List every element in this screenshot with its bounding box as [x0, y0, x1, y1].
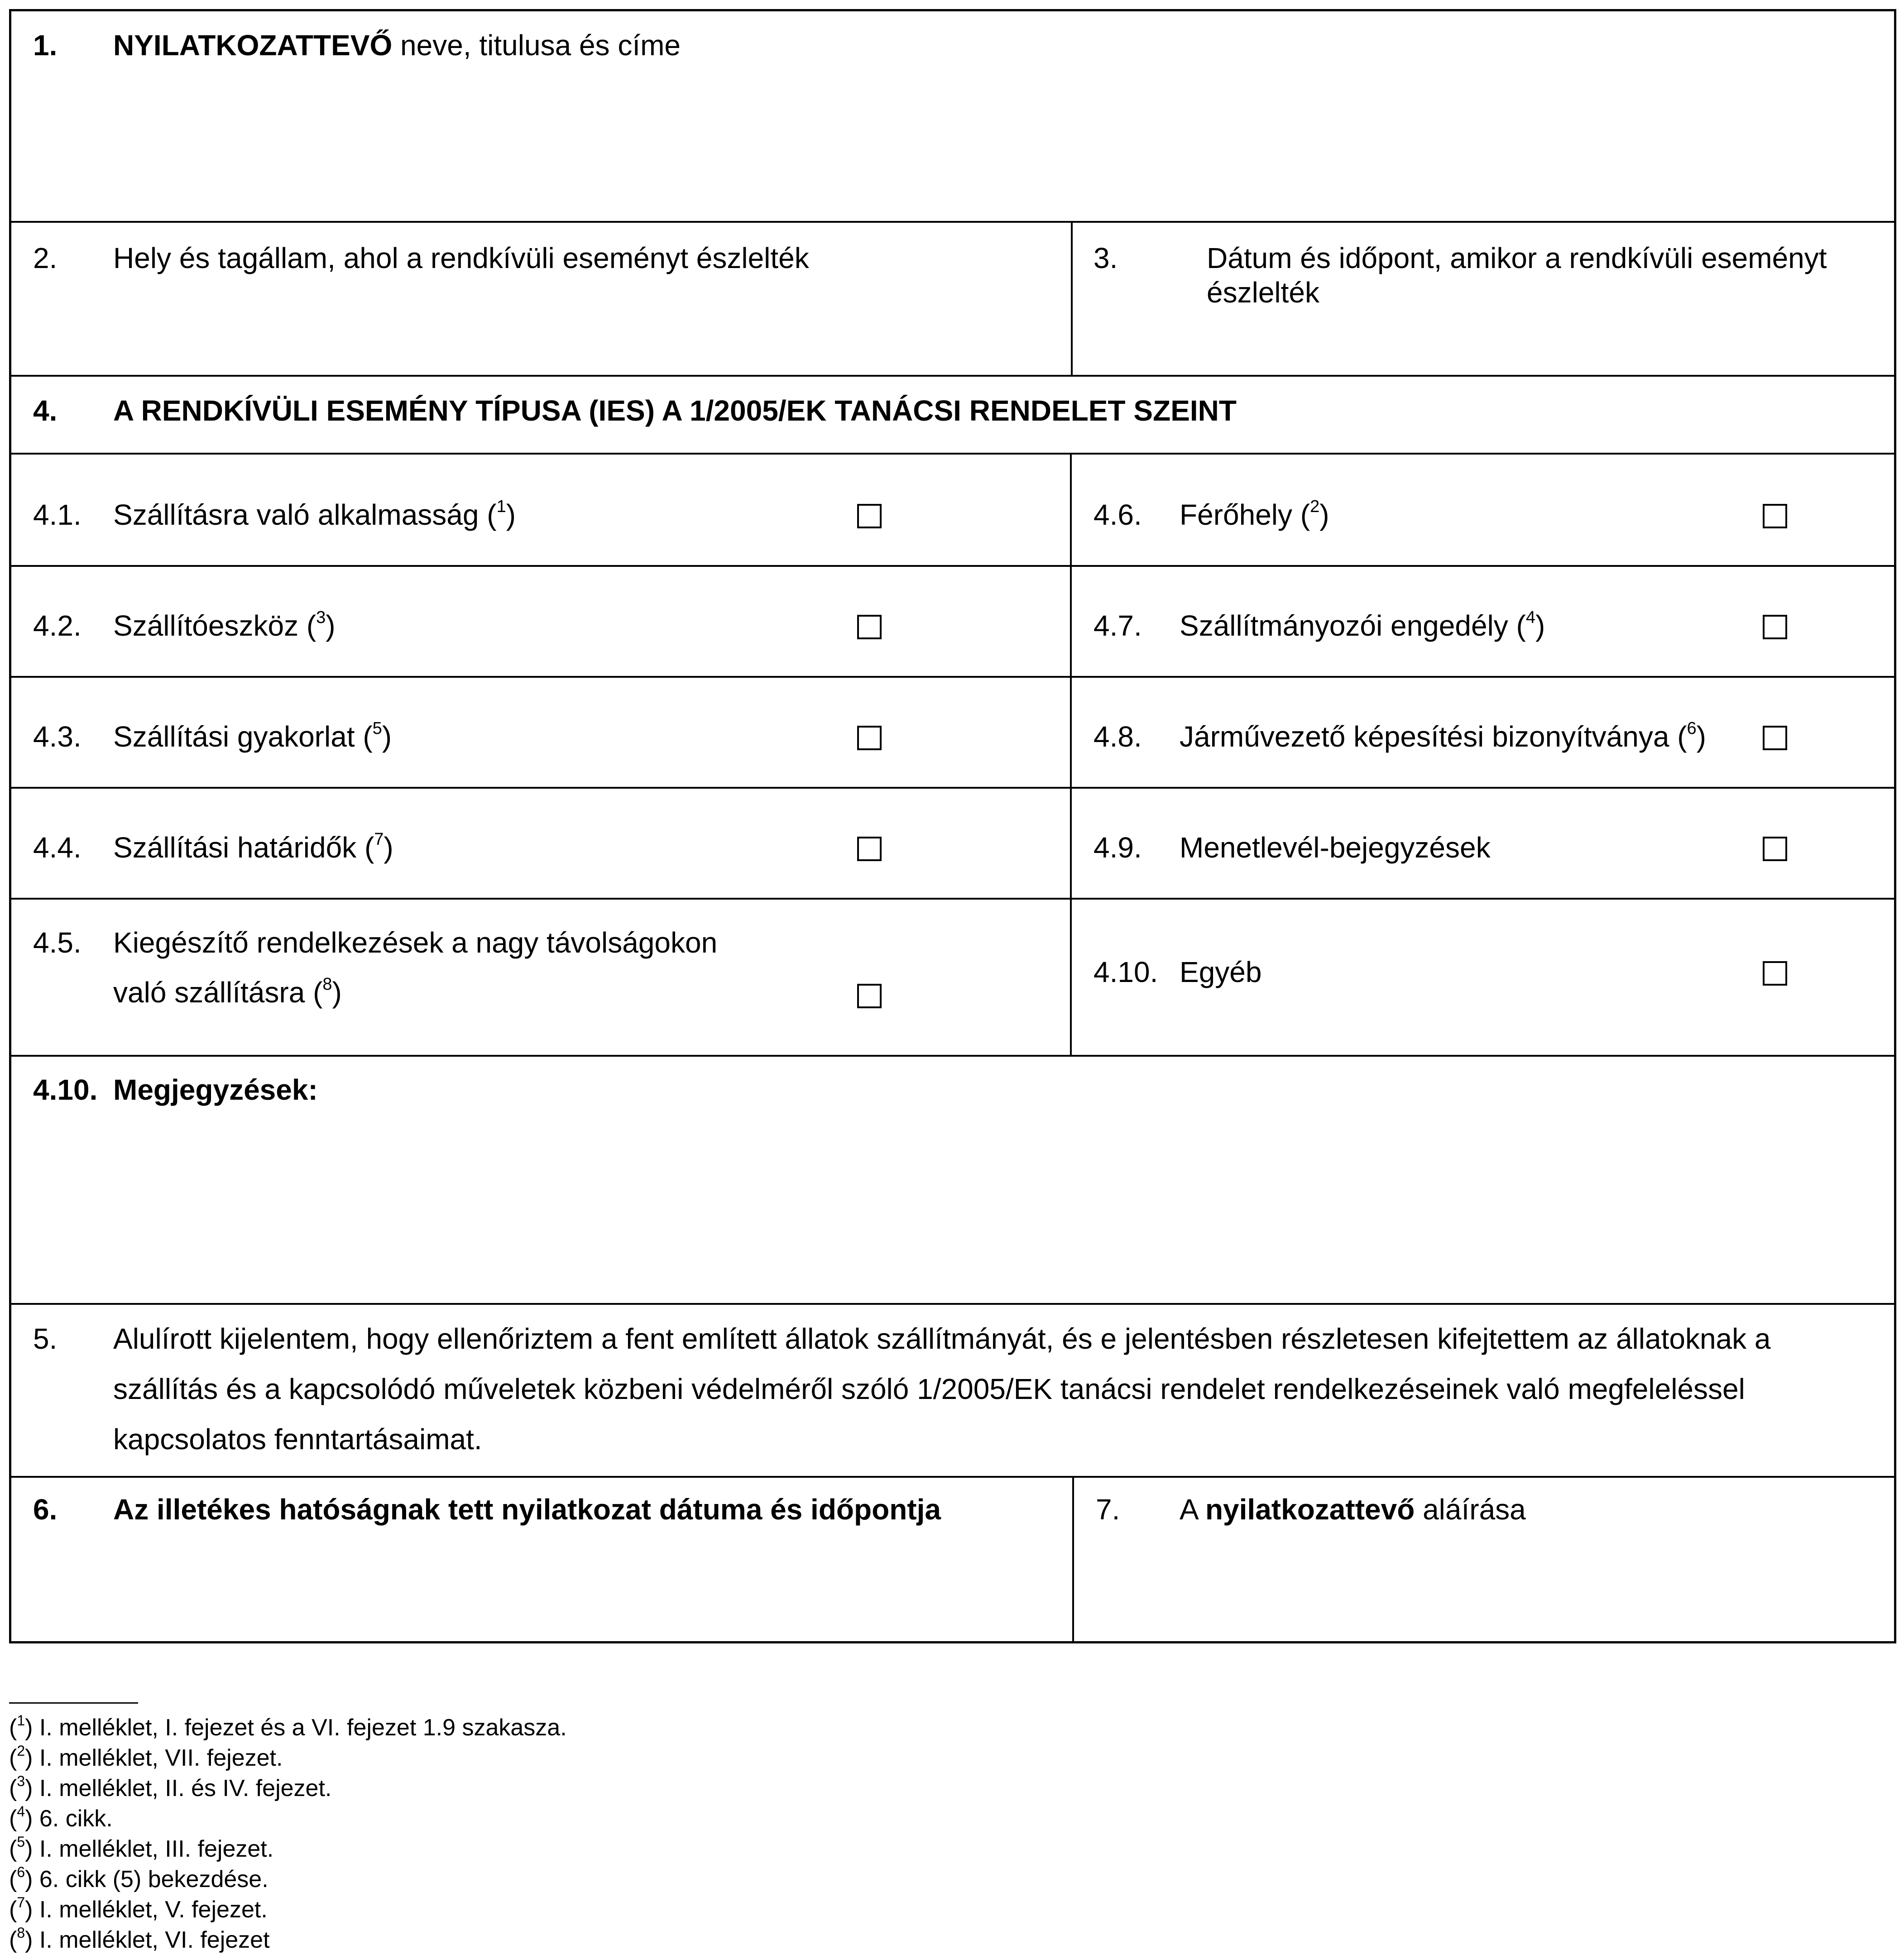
- divider-2-3: [1071, 221, 1073, 375]
- item-4-10-number: 4.10.: [1093, 956, 1158, 988]
- item-4-1-label: Szállításra való alkalmasság ($^1$): [113, 497, 516, 531]
- section6-number: 6.: [33, 1493, 58, 1526]
- item-4-7-label: Szállítmányozói engedély ($^4$): [1180, 608, 1545, 642]
- section3-number: 3.: [1093, 242, 1118, 274]
- item-4-8-checkbox[interactable]: [1763, 726, 1787, 750]
- item-4-10-label: Egyéb: [1180, 956, 1262, 988]
- footnote-1: ($^1$) I. melléklet, I. fejezet és a VI. fejezet 1.9 szakasza.: [9, 1712, 567, 1741]
- item-4-7-checkbox[interactable]: [1763, 615, 1787, 639]
- footnote-2: ($^2$) I. melléklet, VII. fejezet.: [9, 1742, 283, 1771]
- section7-number: 7.: [1096, 1493, 1120, 1526]
- item-4-8-label: Járművezető képesítési bizonyítványa ($^6$): [1180, 718, 1706, 753]
- item-4-2-number: 4.2.: [33, 609, 82, 642]
- section2-number: 2.: [33, 242, 58, 274]
- section6-heading: Az illetékes hatóságnak tett nyilatkozat dátuma és időpontja: [113, 1493, 941, 1526]
- item-4-4-number: 4.4.: [33, 831, 82, 864]
- item-4-2-label: Szállítóeszköz ($^3$): [113, 608, 336, 642]
- item-4-1-checkbox[interactable]: [857, 504, 882, 528]
- section7-heading: A nyilatkozattevő aláírása: [1180, 1493, 1526, 1526]
- divider-row-4: [11, 898, 1894, 900]
- divider-6-7: [1072, 1476, 1074, 1643]
- item-4-6-number: 4.6.: [1093, 498, 1142, 531]
- item-4-5-label-line1: Kiegészítő rendelkezések a nagy távolságokon: [113, 926, 718, 959]
- item-4-6-checkbox[interactable]: [1763, 504, 1787, 528]
- section1-heading-rest: neve, titulusa és címe: [392, 29, 681, 62]
- divider-remarks: [11, 1303, 1894, 1305]
- item-4-5-number: 4.5.: [33, 926, 82, 959]
- divider-row-2: [11, 676, 1894, 678]
- item-4-7-number: 4.7.: [1093, 609, 1142, 642]
- section2-heading: Hely és tagállam, ahol a rendkívüli eseményt észlelték: [113, 242, 809, 274]
- footnote-4: ($^4$) 6. cikk.: [9, 1803, 113, 1832]
- item-4-9-checkbox[interactable]: [1763, 837, 1787, 861]
- footnote-3: ($^3$) I. melléklet, II. és IV. fejezet.: [9, 1772, 332, 1801]
- divider-3: [11, 453, 1894, 455]
- footnote-rule: [9, 1702, 138, 1704]
- section5-number: 5.: [33, 1322, 58, 1355]
- item-4-3-label: Szállítási gyakorlat ($^5$): [113, 718, 392, 753]
- section3-heading-line2: észlelték: [1207, 276, 1319, 309]
- item-4-4-label: Szállítási határidők ($^7$): [113, 829, 393, 864]
- item-4-1-number: 4.1.: [33, 498, 82, 531]
- divider-2: [11, 375, 1894, 377]
- footnote-6: ($^6$) 6. cikk (5) bekezdése.: [9, 1863, 269, 1892]
- item-4-5-checkbox[interactable]: [857, 984, 882, 1008]
- footnote-5: ($^5$) I. melléklet, III. fejezet.: [9, 1833, 274, 1862]
- item-4-8-number: 4.8.: [1093, 720, 1142, 753]
- remarks-number: 4.10.: [33, 1073, 98, 1106]
- item-4-6-label: Férőhely ($^2$): [1180, 497, 1329, 531]
- item-4-5-label-line2: való szállításra ($^8$): [113, 974, 342, 1009]
- divider-5: [11, 1476, 1894, 1478]
- declaration-form: [9, 9, 1896, 1643]
- item-4-9-label: Menetlevél-bejegyzések: [1180, 831, 1491, 864]
- footnote-7: ($^7$) I. melléklet, V. fejezet.: [9, 1894, 268, 1923]
- section5-line3: kapcsolatos fenntartásaimat.: [113, 1423, 482, 1456]
- section5-line2: szállítás és a kapcsolódó műveletek közbeni védelméről szóló 1/2005/EK tanácsi rendelet rendelkezéseinek való megfeleléssel: [113, 1373, 1745, 1405]
- item-4-10-checkbox[interactable]: [1763, 961, 1787, 986]
- divider-row-5: [11, 1055, 1894, 1057]
- section1-heading: [113, 29, 681, 63]
- divider-row-1: [11, 565, 1894, 567]
- item-4-2-checkbox[interactable]: [857, 615, 882, 639]
- item-4-3-number: 4.3.: [33, 720, 82, 753]
- section3-heading-line1: Dátum és időpont, amikor a rendkívüli eseményt: [1207, 242, 1827, 274]
- divider-row-3: [11, 787, 1894, 789]
- section1-heading-bold: NYILATKOZATTEVŐ: [113, 29, 393, 62]
- footnote-8: ($^8$) I. melléklet, VI. fejezet: [9, 1924, 270, 1953]
- divider-1: [11, 221, 1894, 223]
- section1-number: 1.: [33, 29, 58, 62]
- section5-line1: Alulírott kijelentem, hogy ellenőriztem a fent említett állatok szállítmányát, és e jelentésben részletesen kifejtettem az állatoknak a: [113, 1322, 1771, 1355]
- item-4-3-checkbox[interactable]: [857, 726, 882, 750]
- remarks-label: Megjegyzések:: [113, 1073, 318, 1106]
- divider-items: [1070, 453, 1072, 1055]
- section4-number: 4.: [33, 394, 58, 427]
- item-4-4-checkbox[interactable]: [857, 837, 882, 861]
- item-4-9-number: 4.9.: [1093, 831, 1142, 864]
- section4-title: A RENDKÍVÜLI ESEMÉNY TÍPUSA (IES) A 1/2005/EK TANÁCSI RENDELET SZEINT: [113, 394, 1237, 427]
